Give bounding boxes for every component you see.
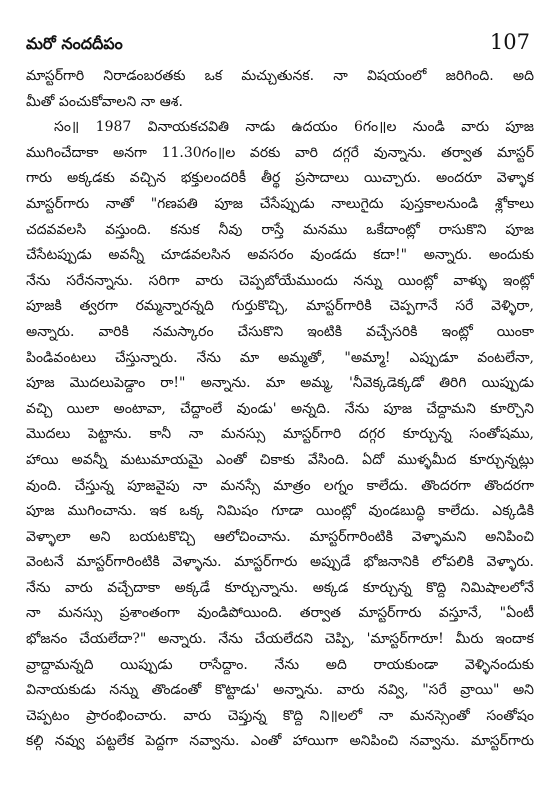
text-line: పూజ మొదలుపెడ్దాం రా!" అన్నాను. మా అమ్మ, 'నీవెక్కడెక్కడో తిరిగి యిప్పుడు bbox=[26, 375, 534, 392]
text-line: పిండివంటలు చేస్తున్నారు. నేను మా అమ్మతో, "అమ్మా! ఎప్పుడూ వంటలేనా, bbox=[26, 349, 534, 366]
text-line: నేను వారు వచ్చేదాకా అక్కడే కూర్చున్నాను. అక్కడ కూర్చున్న కొద్ది నిమిషాలలోనే bbox=[26, 579, 534, 596]
text-line: వెంటనే మాస్టర్‌గారింటికి వెళ్ళాను. మాస్టర్‌గారు అప్పుడే భోజనానికి లోపలికి వెళ్ళారు. bbox=[26, 554, 534, 571]
text-line: హాయి అవన్నీ మటుమాయమై ఎంతో చికాకు వేసింది. ఏదో ముళ్ళమీద కూర్చున్నట్లు bbox=[26, 451, 534, 468]
text-line: భోజనం చేయలేదా?" అన్నారు. నేను చేయలేదని చెప్పి, 'మాస్టర్‌గారూ! మీరు ఇందాక bbox=[26, 631, 534, 648]
text-line: చేసేటప్పుడు అవన్నీ చూడవలసిన అవసరం వుండదు కదా!" అన్నారు. అందుకు bbox=[26, 247, 534, 264]
text-line: మాస్టర్‌గారు నాతో "గణపతి పూజ చేసేప్పుడు నాలుగైదు పుస్తకాలనుండి శ్లోకాలు bbox=[26, 195, 534, 212]
text-line: నేను సరేనన్నాను. సరిగా వారు చెప్పబోయేముందు నన్ను యింట్లో వాళ్ళు ఇంట్లో bbox=[26, 272, 534, 289]
text-line: వుంది. చేస్తున్న పూజవైపు నా మనస్సే మాత్రం లగ్నం కాలేదు. తొందరగా తొందరగా bbox=[26, 477, 534, 494]
text-line: మాస్టర్‌గారి నిరాడంబరతకు ఒక మచ్చుతునక. నా విషయంలో జరిగింది. అది bbox=[26, 68, 534, 84]
text-line: కల్గి నవ్వు పట్టలేక పెద్దగా నవ్వాను. ఎంతో హాయిగా అనిపించి నవ్వాను. మాస్టర్‌గారు bbox=[26, 733, 534, 750]
text-line: మొదలు పెట్టాను. కానీ నా మనస్సు మాస్టర్‌గారి దగ్గర కూర్చున్న సంతోషము, bbox=[26, 426, 534, 443]
page-header bbox=[26, 30, 534, 64]
text-line: వ్రాద్దామన్నది యిప్పుడు రాసేద్దాం. నేను అది రాయకుండా వెళ్ళినందుకు bbox=[26, 656, 534, 673]
page-number: 107 bbox=[489, 30, 530, 54]
text-line: సం॥ 1987 వినాయకచవితి నాడు ఉదయం 6గం॥ల నుండి వారు పూజ bbox=[54, 119, 534, 136]
text-line: గారు అక్కడకు వచ్చిన భక్తులందరికీ తీర్థ ప్రసాదాలు యిచ్చారు. అందరూ వెళ్ళాక bbox=[26, 170, 534, 187]
text-line: వెళ్ళాలా అని బయటకొచ్చి ఆలోచించాను. మాస్టర్‌గారింటికి వెళ్ళామని అనిపించి bbox=[26, 528, 534, 545]
text-line: మీతో పంచుకోవాలని నా ఆశ. bbox=[26, 93, 183, 110]
running-title: మరో నందదీపం bbox=[26, 34, 123, 53]
text-line: అన్నారు. వారికి నమస్కారం చేసుకొని ఇంటికి వచ్చేసరికి ఇంట్లో యింకా bbox=[26, 323, 534, 340]
text-line: వినాయకుడు నన్ను తొండంతో కొట్టాడు' అన్నాను. వారు నవ్వి, "సరే వ్రాయి" అని bbox=[26, 682, 534, 699]
text-line: పూజకి త్వరగా రమ్మన్నారన్నది గుర్తుకొచ్చి, మాస్టర్‌గారికి చెప్పగానే సరే వెళ్ళిరా, bbox=[26, 298, 534, 315]
text-line: నా మనస్సు ప్రశాంతంగా వుండిపోయింది. తర్వాత మాస్టర్‌గారు వస్తూనే, "ఏంటీ bbox=[26, 605, 534, 622]
text-line: చదవవలసి వస్తుంది. కనుక నీవు రాస్తే మనము ఒకేదాంట్లో రాసుకొని పూజ bbox=[26, 221, 534, 238]
text-line: పూజ ముగించాను. ఇక ఒక్క నిమిషం గూడా యింట్లో వుండబుద్ధి కాలేదు. ఎక్కడికి bbox=[26, 503, 534, 520]
text-line: వచ్చి యిలా అంటావా, చేద్దాంలే వుండు' అన్నది. నేను పూజ చేద్దామని కూర్చొని bbox=[26, 400, 534, 417]
body-text bbox=[26, 64, 534, 755]
text-line: ముగించేదాకా అనగా 11.30గం॥ల వరకు వారి దగ్గరే వున్నాను. తర్వాత మాస్టర్ bbox=[26, 144, 534, 161]
text-line: చెప్పటం ప్రారంభించారు. వారు చెప్తున్న కొద్ది ని॥లలో నా మనస్సెంతో సంతోషం bbox=[26, 707, 534, 724]
